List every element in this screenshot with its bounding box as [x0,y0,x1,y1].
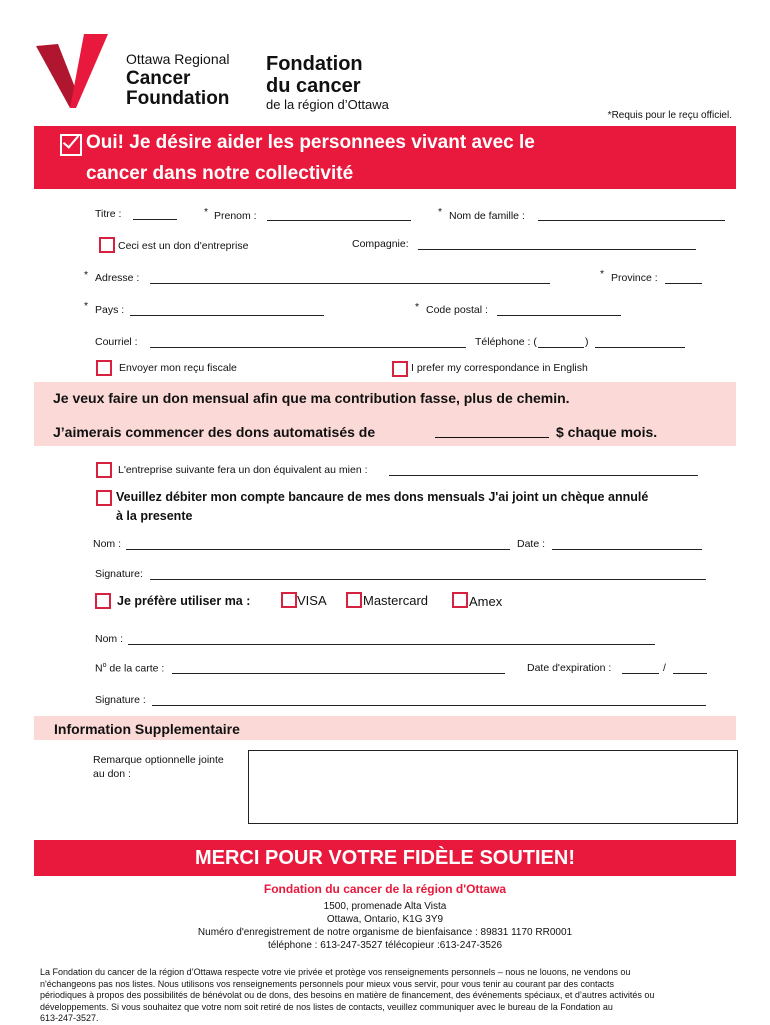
privacy-notice [40,967,740,1025]
logo-en-line2: Cancer [126,68,191,89]
monthly-amount-field[interactable] [435,437,549,438]
don-entreprise-label: Ceci est un don d'entreprise [118,240,249,252]
required-star: * [415,301,420,313]
footer-addr2: Ottawa, Ontario, K1G 3Y9 [326,914,444,925]
remarque-label-line1: Remarque optionnelle jointe [93,754,224,766]
required-star: * [84,300,89,312]
nom-label: Nom : [93,538,122,550]
expiration-month-field[interactable] [622,673,659,674]
province-label: Province : [611,272,658,284]
visa-label: VISA [297,593,327,608]
recu-fiscal-label: Envoyer mon reçu fiscale [119,362,237,374]
titre-label: Titre : [95,208,122,220]
logo-english [126,52,230,109]
courriel-field[interactable] [150,347,466,348]
compagnie-label: Compagnie: [352,238,409,250]
pays-field[interactable] [130,315,324,316]
nom2-field[interactable] [128,644,655,645]
entreprise-equivalent-checkbox[interactable] [96,462,112,478]
nom2-label: Nom : [95,633,124,645]
signature-label: Signature: [95,568,143,580]
telephone-paren: ) [585,336,589,348]
monthly-line2a: J’aimerais commencer des dons automatisés de [53,424,376,440]
english-checkbox[interactable] [392,361,408,377]
footer-addr1: 1500, promenade Alta Vista [323,901,447,912]
titre-field[interactable] [133,219,177,220]
hero-banner [34,126,736,189]
logo-fr-line2: du cancer [266,75,361,97]
date-label: Date : [517,538,546,550]
debit-line1: Veuillez débiter mon compte bancaure de mes dons mensuals J'ai joint un chèque annulé [116,490,649,504]
expiration-year-field[interactable] [673,673,707,674]
merci-banner [34,840,736,876]
signature2-field[interactable] [152,705,706,706]
privacy-line: La Fondation du cancer de la région d’Ottawa respecte votre vie privée et protège vos renseignements personnels – nous ne louons, ne vendons ou [40,967,631,977]
adresse-label: Adresse : [95,272,140,284]
carte-number-field[interactable] [172,673,505,674]
telephone-field[interactable] [595,347,685,348]
nom-field[interactable] [126,549,510,550]
privacy-line: développements. Si vous souhaitez que votre nom soit retiré de nos listes de contacts, veuillez communiquer avec le bureau de la Fondation au [40,1001,613,1012]
code-postal-label: Code postal : [426,304,488,316]
remarque-label-line2: au don : [93,768,131,780]
logo-fr-line3: de la région d’Ottawa [266,97,389,112]
privacy-line: n'échangeons pas nos listes. Nous utilisons vos renseignements personnels pour mieux vous servir, pour vous tenir au courant par des contacts [40,978,615,989]
merci-text: MERCI POUR VOTRE FIDÈLE SOUTIEN! [194,847,576,869]
carte-number-label [95,662,164,675]
telephone-label: Téléphone : ( [475,336,537,348]
carte-n: N [95,662,103,675]
logo-en-line1: Ottawa Regional [126,51,230,67]
carte-o: o [102,662,107,669]
monthly-line1: Je veux faire un don mensual afin que ma contribution fasse, plus de chemin. [53,390,570,406]
footer-phone: téléphone : 613-247-3527 télécopieur :613-247-3526 [267,940,503,951]
amex-label: Amex [469,594,503,609]
don-entreprise-checkbox[interactable] [99,237,115,253]
debit-checkbox[interactable] [96,490,112,506]
required-star: * [438,206,443,218]
footer-registration: Numéro d'enregistrement de notre organisme de bienfaisance : 89831 1170 RR0001 [197,927,573,938]
remarque-textarea[interactable] [248,750,738,824]
hero-line1: Oui! Je désire aider les personnees vivant avec le [86,132,535,153]
carte-rest: de la carte : [106,662,165,675]
courriel-label: Courriel : [95,336,138,348]
foundation-logo-icon [36,34,108,108]
prefere-label: Je préfère utiliser ma : [117,594,251,608]
mastercard-label: Mastercard [363,593,429,608]
compagnie-field[interactable] [418,249,696,250]
recu-fiscal-checkbox[interactable] [96,360,112,376]
province-field[interactable] [665,283,702,284]
telephone-area-field[interactable] [538,347,584,348]
nom-famille-field[interactable] [538,220,725,221]
entreprise-equivalent-field[interactable] [389,475,698,476]
checkmark-icon [60,134,82,156]
privacy-line: 613-247-3527. [40,1013,99,1023]
hero-line2: cancer dans notre collectivité [86,163,354,184]
required-note: *Requis pour le reçu officiel. [607,110,732,121]
required-star: * [204,206,209,218]
signature-field[interactable] [150,579,706,580]
monthly-line2b: $ chaque mois. [556,424,658,440]
logo-french [266,53,389,111]
signature2-label: Signature : [95,694,146,706]
expiration-label: Date d'expiration : [527,662,612,674]
pays-label: Pays : [95,304,125,316]
logo-en-line3: Foundation [126,88,230,109]
nom-famille-label: Nom de famille : [449,210,525,222]
english-label: I prefer my correspondance in English [411,362,588,374]
carte-checkbox[interactable] [95,593,111,609]
visa-checkbox[interactable] [281,592,297,608]
supplement-title: Information Supplementaire [54,721,240,737]
prenom-label: Prenom : [214,210,257,222]
code-postal-field[interactable] [497,315,621,316]
required-star: * [84,269,89,281]
adresse-field[interactable] [150,283,550,284]
amex-checkbox[interactable] [452,592,468,608]
privacy-line: périodiques à propos des possibilités de bénévolat ou de dons, des besoins en matière de financement, des événements spéciaux, et d’autres activités ou [40,990,655,1000]
logo-fr-line1: Fondation [266,53,363,75]
entreprise-equivalent-label: L'entreprise suivante fera un don équivalent au mien : [118,464,368,476]
debit-line2: à la presente [116,509,193,523]
footer-org: Fondation du cancer de la région d'Ottawa [263,882,507,896]
required-star: * [600,268,605,280]
prenom-field[interactable] [267,220,411,221]
date-field[interactable] [552,549,702,550]
expiration-slash: / [663,662,666,674]
mastercard-checkbox[interactable] [346,592,362,608]
